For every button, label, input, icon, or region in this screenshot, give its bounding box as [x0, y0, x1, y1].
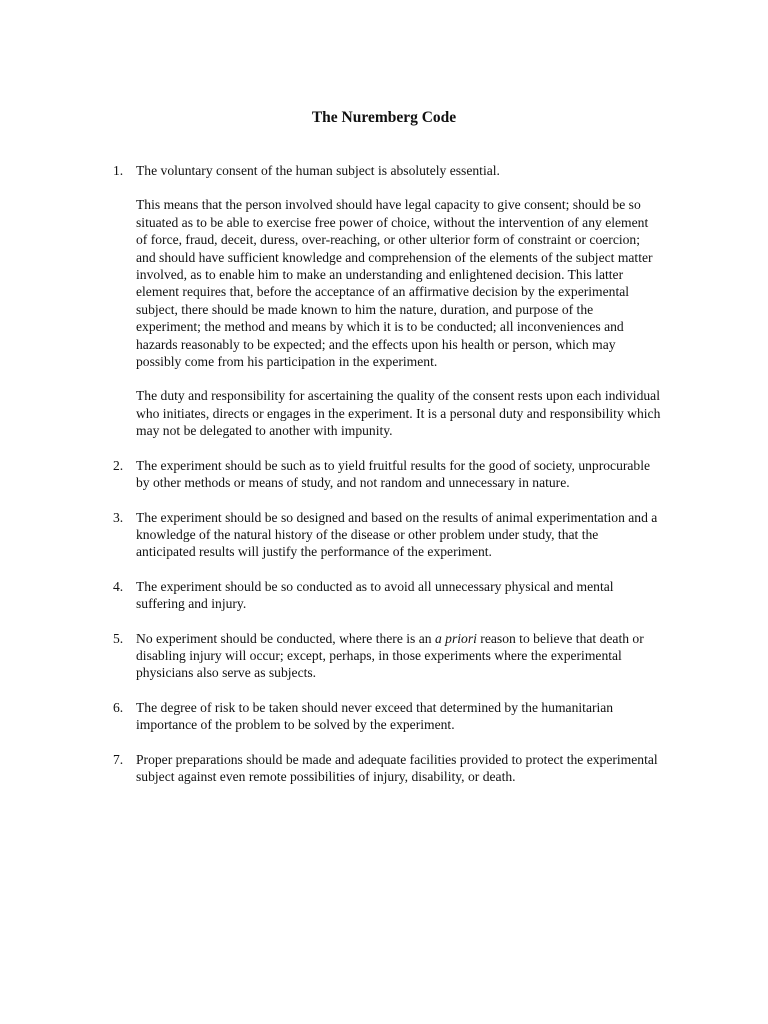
item-5-text-before: No experiment should be conducted, where there is an	[136, 630, 435, 646]
item-number: 6.	[113, 699, 124, 715]
list-item-2	[113, 457, 661, 492]
item-5-italic-term: a priori	[434, 630, 477, 646]
item-number: 4.	[113, 578, 124, 594]
item-number: 7.	[113, 751, 124, 767]
item-number: 1.	[113, 163, 124, 178]
item-1-paragraph-3: The duty and responsibility for ascertaining the quality of the consent rests upon each individual who initiates, directs or engages in the experiment. It is a personal duty and responsibility which may not be delegated to another with impunity.	[136, 388, 661, 439]
list-item-7	[113, 751, 661, 786]
principles-list	[113, 162, 661, 802]
item-5-text	[136, 630, 661, 682]
list-item-6	[113, 699, 661, 734]
item-number: 5.	[113, 630, 124, 646]
item-1-paragraph-1: The voluntary consent of the human subject is absolutely essential.	[136, 163, 500, 178]
item-6-text: The degree of risk to be taken should never exceed that determined by the humanitarian importance of the problem to be solved by the experiment.	[136, 699, 614, 733]
list-item-5	[113, 630, 661, 682]
item-5-text-after: reason to believe that death or disabling injury will occur; except, perhaps, in those experiments where the experimental physicians also serve as subjects.	[136, 630, 644, 681]
item-2-text: The experiment should be such as to yield fruitful results for the good of society, unprocurable by other methods or means of study, and not random and unnecessary in nature.	[136, 457, 651, 491]
item-7-text: Proper preparations should be made and adequate facilities provided to protect the experimental subject against even remote possibilities of injury, disability, or death.	[136, 751, 658, 784]
list-item-1	[113, 162, 661, 440]
item-3-text: The experiment should be so designed and based on the results of animal experimentation and a knowledge of the natural history of the disease or other problem under study, that the anticipated results will justify the performance of the experiment.	[136, 509, 658, 560]
item-number: 2.	[113, 457, 124, 473]
document-title: The Nuremberg Code	[311, 109, 457, 126]
list-item-4	[113, 578, 661, 613]
list-item-3	[113, 509, 661, 561]
item-4-text: The experiment should be so conducted as to avoid all unnecessary physical and mental suffering and injury.	[136, 578, 614, 612]
item-1-paragraph-2: This means that the person involved should have legal capacity to give consent; should be so situated as to be able to exercise free power of choice, without the intervention of any element of force, fraud, deceit, duress, over-reaching, or other ulterior form of constraint or coercion; and should have sufficient knowledge and comprehension of the elements of the subject matter involved, as to enable him to make an understanding and enlightened decision. This latter element requires that, before the acceptance of an affirmative decision by the experimental subject, there should be made known to him the nature, duration, and purpose of the experiment; the method and means by which it is to be conducted; all inconveniences and hazards reasonably to be expected; and the effects upon his health or person, which may possibly come from his participation in the experiment.	[136, 197, 653, 370]
item-number: 3.	[113, 509, 124, 525]
